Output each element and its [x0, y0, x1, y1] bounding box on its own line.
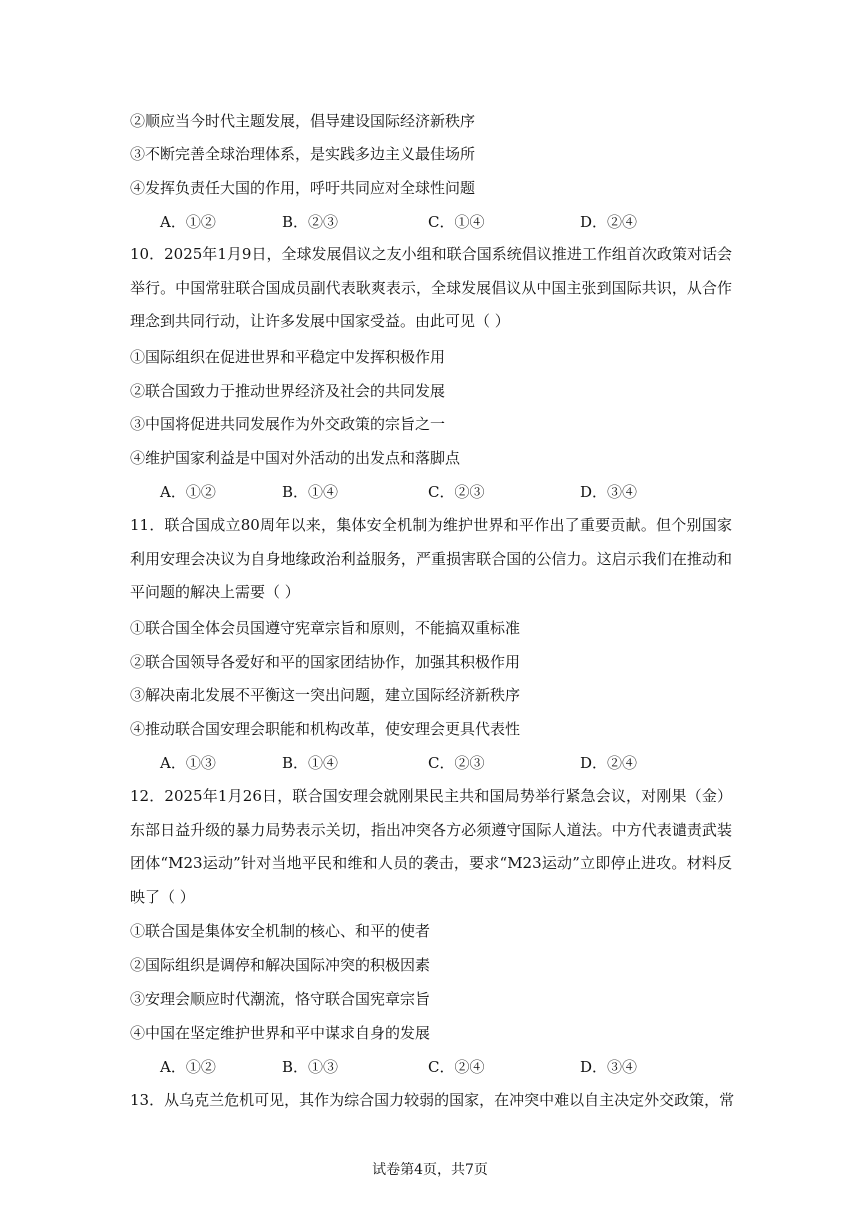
statement-1: ①联合国是集体安全机制的核心、和平的使者 — [130, 922, 431, 940]
statement-3: ③不断完善全球治理体系，是实践多边主义最佳场所 — [130, 145, 476, 163]
statement-4: ④推动联合国安理会职能和机构改革，使安理会更具代表性 — [130, 720, 521, 738]
option-a[interactable]: A．①③ — [160, 754, 216, 772]
option-b[interactable]: B．①③ — [282, 1058, 339, 1076]
statement-4: ④维护国家利益是中国对外活动的出发点和落脚点 — [130, 449, 461, 467]
option-c[interactable]: C．①④ — [428, 213, 485, 231]
question-13-stem: 13．从乌克兰危机可见，其作为综合国力较弱的国家，在冲突中难以自主决定外交政策，常 — [130, 1091, 735, 1109]
question-10-stem: 10．2025年1月9日，全球发展倡议之友小组和联合国系统倡议推进工作组首次政策对话会举行。中国常驻联合国成员副代表耿爽表示，全球发展倡议从中国主张到国际共识，从合作理念到共同行动，让许多发展中国家受益。由此可见（ ） — [130, 245, 732, 330]
statement-4: ④发挥负责任大国的作用，呼吁共同应对全球性问题 — [130, 179, 476, 197]
option-b[interactable]: B．①④ — [282, 483, 339, 501]
option-d[interactable]: D．②④ — [580, 213, 638, 231]
statement-2: ②顺应当今时代主题发展，倡导建设国际经济新秩序 — [130, 112, 476, 130]
statement-1: ①联合国全体会员国遵守宪章宗旨和原则，不能搞双重标准 — [130, 619, 521, 637]
option-c[interactable]: C．②④ — [428, 1058, 485, 1076]
option-d[interactable]: D．③④ — [580, 483, 638, 501]
page-footer: 试卷第4页，共7页 — [372, 1162, 488, 1178]
option-a[interactable]: A．①② — [160, 213, 216, 231]
option-d[interactable]: D．②④ — [580, 754, 638, 772]
statement-3: ③解决南北发展不平衡这一突出问题，建立国际经济新秩序 — [130, 686, 521, 704]
option-c[interactable]: C．②③ — [428, 754, 485, 772]
option-b[interactable]: B．①④ — [282, 754, 339, 772]
option-c[interactable]: C．②③ — [428, 483, 485, 501]
statement-2: ②国际组织是调停和解决国际冲突的积极因素 — [130, 956, 431, 974]
option-b[interactable]: B．②③ — [282, 213, 339, 231]
statement-2: ②联合国领导各爱好和平的国家团结协作，加强其积极作用 — [130, 653, 521, 671]
statement-3: ③中国将促进共同发展作为外交政策的宗旨之一 — [130, 415, 446, 433]
option-d[interactable]: D．③④ — [580, 1058, 638, 1076]
question-11-stem: 11．联合国成立80周年以来，集体安全机制为维护世界和平作出了重要贡献。但个别国家利用安理会决议为自身地缘政治利益服务，严重损害联合国的公信力。这启示我们在推动和平问题的解决上需要（ ） — [130, 516, 732, 601]
question-12-stem: 12．2025年1月26日，联合国安理会就刚果民主共和国局势举行紧急会议，对刚果（金）东部日益升级的暴力局势表示关切，指出冲突各方必须遵守国际人道法。中方代表谴责武装团体“M23运动”针对当地平民和维和人员的袭击，要求“M23运动”立即停止进攻。材料反映了（ ） — [130, 787, 732, 906]
statement-2: ②联合国致力于推动世界经济及社会的共同发展 — [130, 382, 446, 400]
statement-3: ③安理会顺应时代潮流，恪守联合国宪章宗旨 — [130, 990, 431, 1008]
option-a[interactable]: A．①② — [160, 1058, 216, 1076]
statement-1: ①国际组织在促进世界和平稳定中发挥积极作用 — [130, 348, 446, 366]
statement-4: ④中国在坚定维护世界和平中谋求自身的发展 — [130, 1024, 431, 1042]
option-a[interactable]: A．①② — [160, 483, 216, 501]
